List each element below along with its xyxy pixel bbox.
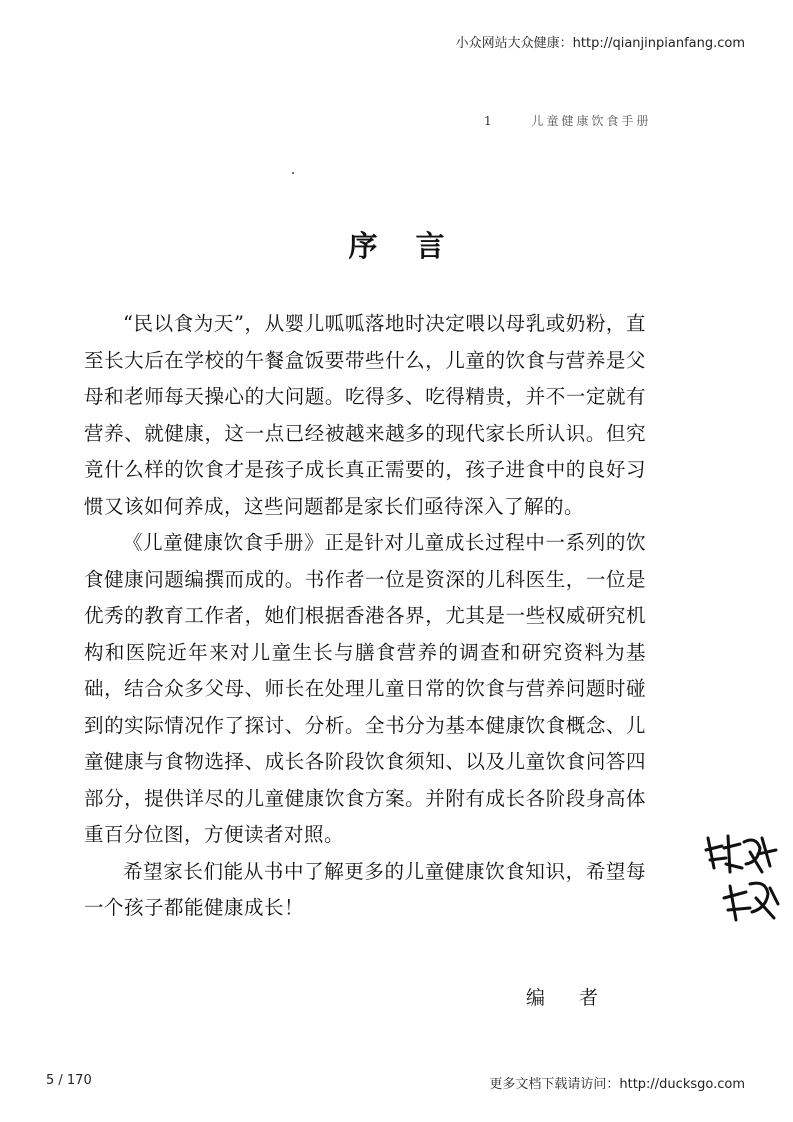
- preface-paragraph-3: 希望家长们能从书中了解更多的儿童健康饮食知识，希望每一个孩子都能健康成长！: [84, 859, 646, 919]
- running-head: [484, 112, 651, 129]
- author-signature: 编者: [526, 987, 633, 1009]
- preface-paragraph-1: “民以食为天”，从婴儿呱呱落地时决定喂以母乳或奶粉，直至长大后在学校的午餐盒饭要带些什么，儿童的饮食与营养是父母和老师每天操心的大问题。吃得多、吃得精贵，并不一定就有营养、就健康，这一点已经被越来越多的现代家长所认识。但究竟什么样的饮食才是孩子成长真正需要的，孩子进食中的良好习惯又该如何养成，这些问题都是家长们亟待深入了解的。: [84, 312, 646, 518]
- preface-body: [84, 306, 646, 927]
- page-indicator: 5 / 170: [46, 1073, 92, 1088]
- running-head-text: 儿童健康饮食手册: [531, 114, 652, 128]
- preface-paragraph-2: 《儿童健康饮食手册》正是针对儿童成长过程中一系列的饮食健康问题编撰而成的。书作者一位是资深的儿科医生，一位是优秀的教育工作者，她们根据香港各界，尤其是一些权威研究机构和医院近年来对儿童生长与膳食营养的调查和研究资料为基础，结合众多父母、师长在处理儿童日常的饮食与营养问题时碰到的实际情况作了探讨、分析。全书分为基本健康饮食概念、儿童健康与食物选择、成长各阶段饮食须知、以及儿童饮食问答四部分，提供详尽的儿童健康饮食方案。并附有成长各阶段身高体重百分位图，方便读者对照。: [84, 531, 646, 846]
- running-head-number: 1: [484, 114, 495, 128]
- header-site-link[interactable]: 小众网站大众健康：http://qianjinpianfang.com: [455, 36, 745, 51]
- scan-speck: [292, 172, 294, 174]
- page-title: 序言: [348, 229, 483, 263]
- footer-site-link[interactable]: 更多文档下载请访问：http://ducksgo.com: [489, 1077, 745, 1092]
- handwritten-stamp-icon: [700, 828, 784, 928]
